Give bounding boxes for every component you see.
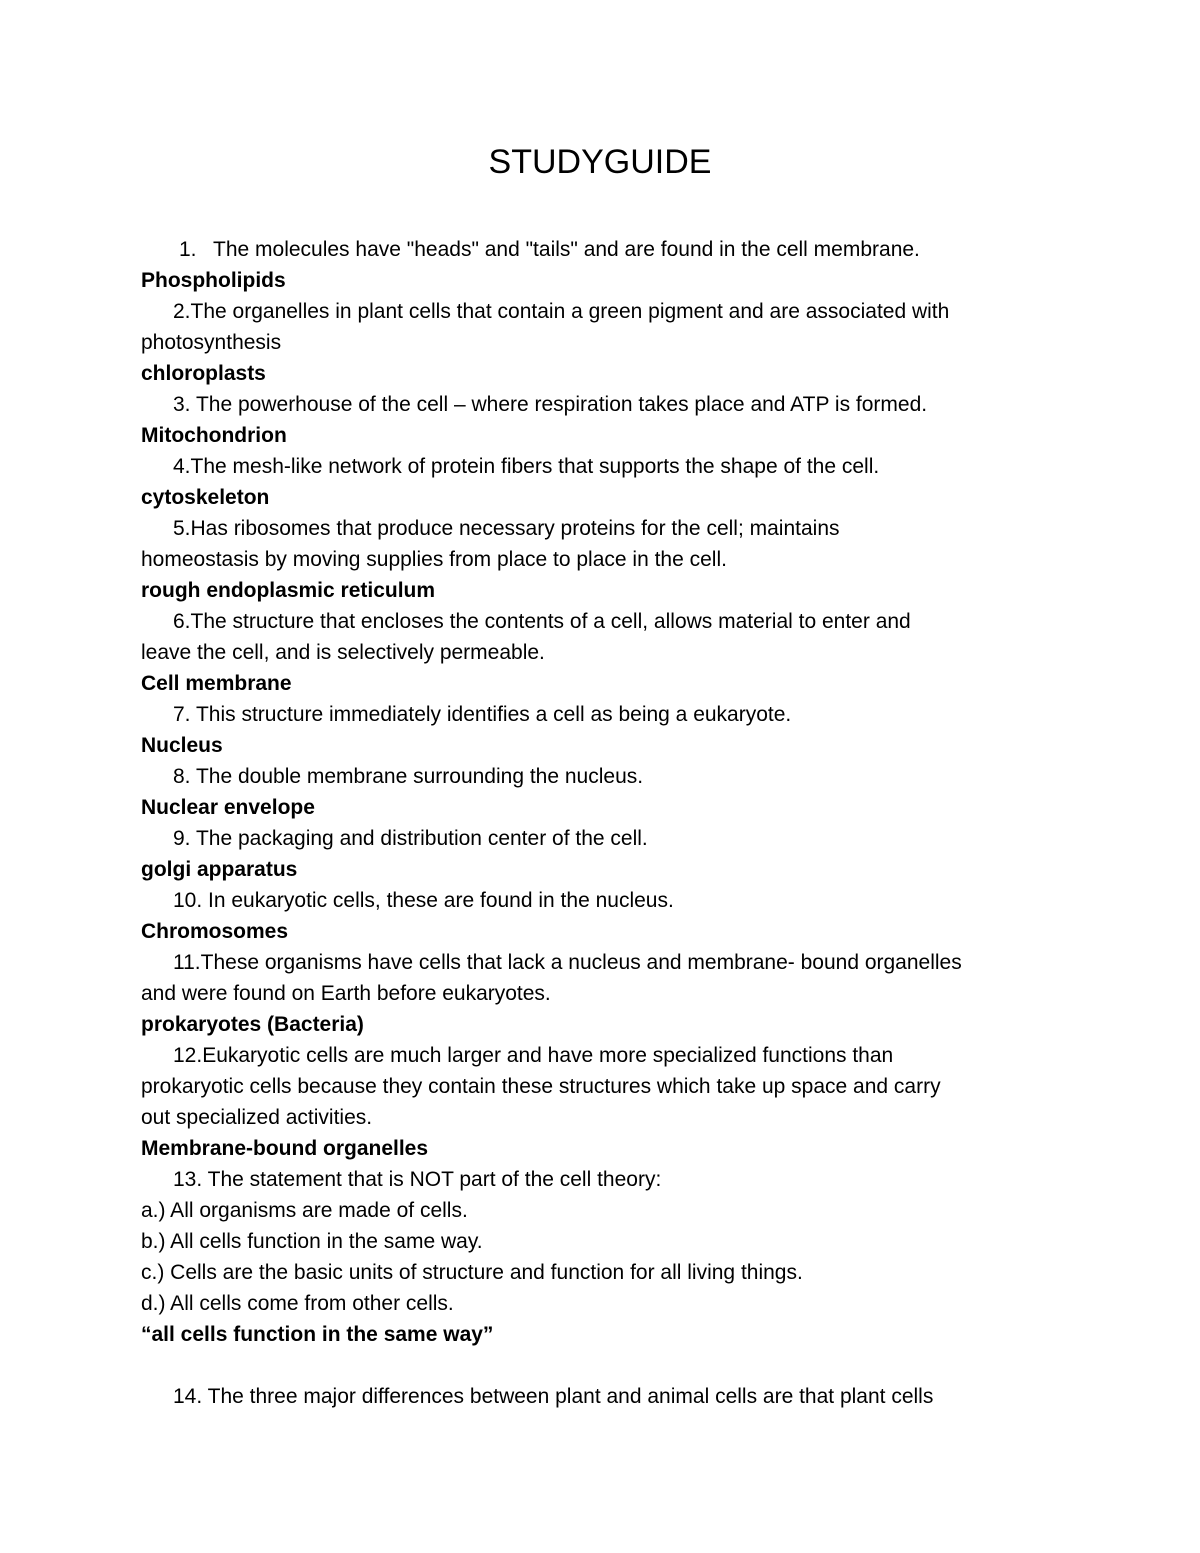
question-8: 8. The double membrane surrounding the nucleus. — [173, 765, 644, 788]
question-6-line-2: leave the cell, and is selectively permeable. — [141, 641, 545, 664]
question-10: 10. In eukaryotic cells, these are found in the nucleus. — [173, 889, 674, 912]
question-11-line-2: and were found on Earth before eukaryotes. — [141, 982, 551, 1005]
page-title: STUDYGUIDE — [488, 143, 712, 181]
question-13-option-a: a.) All organisms are made of cells. — [141, 1199, 468, 1222]
question-7: 7. This structure immediately identifies a cell as being a eukaryote. — [173, 703, 792, 726]
answer-1: Phospholipids — [141, 269, 286, 292]
answer-6: Cell membrane — [141, 672, 292, 695]
answer-12: Membrane-bound organelles — [141, 1137, 429, 1160]
question-12-line-2: prokaryotic cells because they contain these structures which take up space and carry — [141, 1075, 941, 1098]
question-1-text: The molecules have "heads" and "tails" and are found in the cell membrane. — [213, 238, 920, 261]
question-3: 3. The powerhouse of the cell – where respiration takes place and ATP is formed. — [173, 393, 928, 416]
question-13-option-b: b.) All cells function in the same way. — [141, 1230, 483, 1253]
question-13: 13. The statement that is NOT part of the cell theory: — [173, 1168, 662, 1191]
answer-13: “all cells function in the same way” — [141, 1323, 494, 1346]
answer-3: Mitochondrion — [141, 424, 287, 447]
question-1 — [141, 234, 1071, 265]
question-4: 4.The mesh-like network of protein fibers that supports the shape of the cell. — [173, 455, 880, 478]
question-14: 14. The three major differences between plant and animal cells are that plant cells — [173, 1385, 934, 1408]
answer-5: rough endoplasmic reticulum — [141, 579, 436, 602]
answer-7: Nucleus — [141, 734, 223, 757]
answer-10: Chromosomes — [141, 920, 289, 943]
answer-4: cytoskeleton — [141, 486, 270, 509]
question-13-option-d: d.) All cells come from other cells. — [141, 1292, 454, 1315]
question-9: 9. The packaging and distribution center of the cell. — [173, 827, 648, 850]
answer-11: prokaryotes (Bacteria) — [141, 1013, 364, 1036]
blank-line — [141, 1350, 1071, 1381]
question-1-number: 1. — [179, 238, 197, 261]
question-5-line-2: homeostasis by moving supplies from place to place in the cell. — [141, 548, 727, 571]
study-guide-content — [141, 234, 1071, 1412]
answer-9: golgi apparatus — [141, 858, 298, 881]
question-12-line-3: out specialized activities. — [141, 1106, 373, 1129]
answer-8: Nuclear envelope — [141, 796, 315, 819]
question-2-line-1: 2.The organelles in plant cells that contain a green pigment and are associated with — [173, 300, 950, 323]
question-12-line-1: 12.Eukaryotic cells are much larger and have more specialized functions than — [173, 1044, 894, 1067]
question-6-line-1: 6.The structure that encloses the contents of a cell, allows material to enter and — [173, 610, 911, 633]
question-13-option-c: c.) Cells are the basic units of structure and function for all living things. — [141, 1261, 803, 1284]
question-2-line-2: photosynthesis — [141, 331, 282, 354]
question-11-line-1: 11.These organisms have cells that lack a nucleus and membrane- bound organelles — [173, 951, 962, 974]
question-5-line-1: 5.Has ribosomes that produce necessary proteins for the cell; maintains — [173, 517, 840, 540]
answer-2: chloroplasts — [141, 362, 266, 385]
